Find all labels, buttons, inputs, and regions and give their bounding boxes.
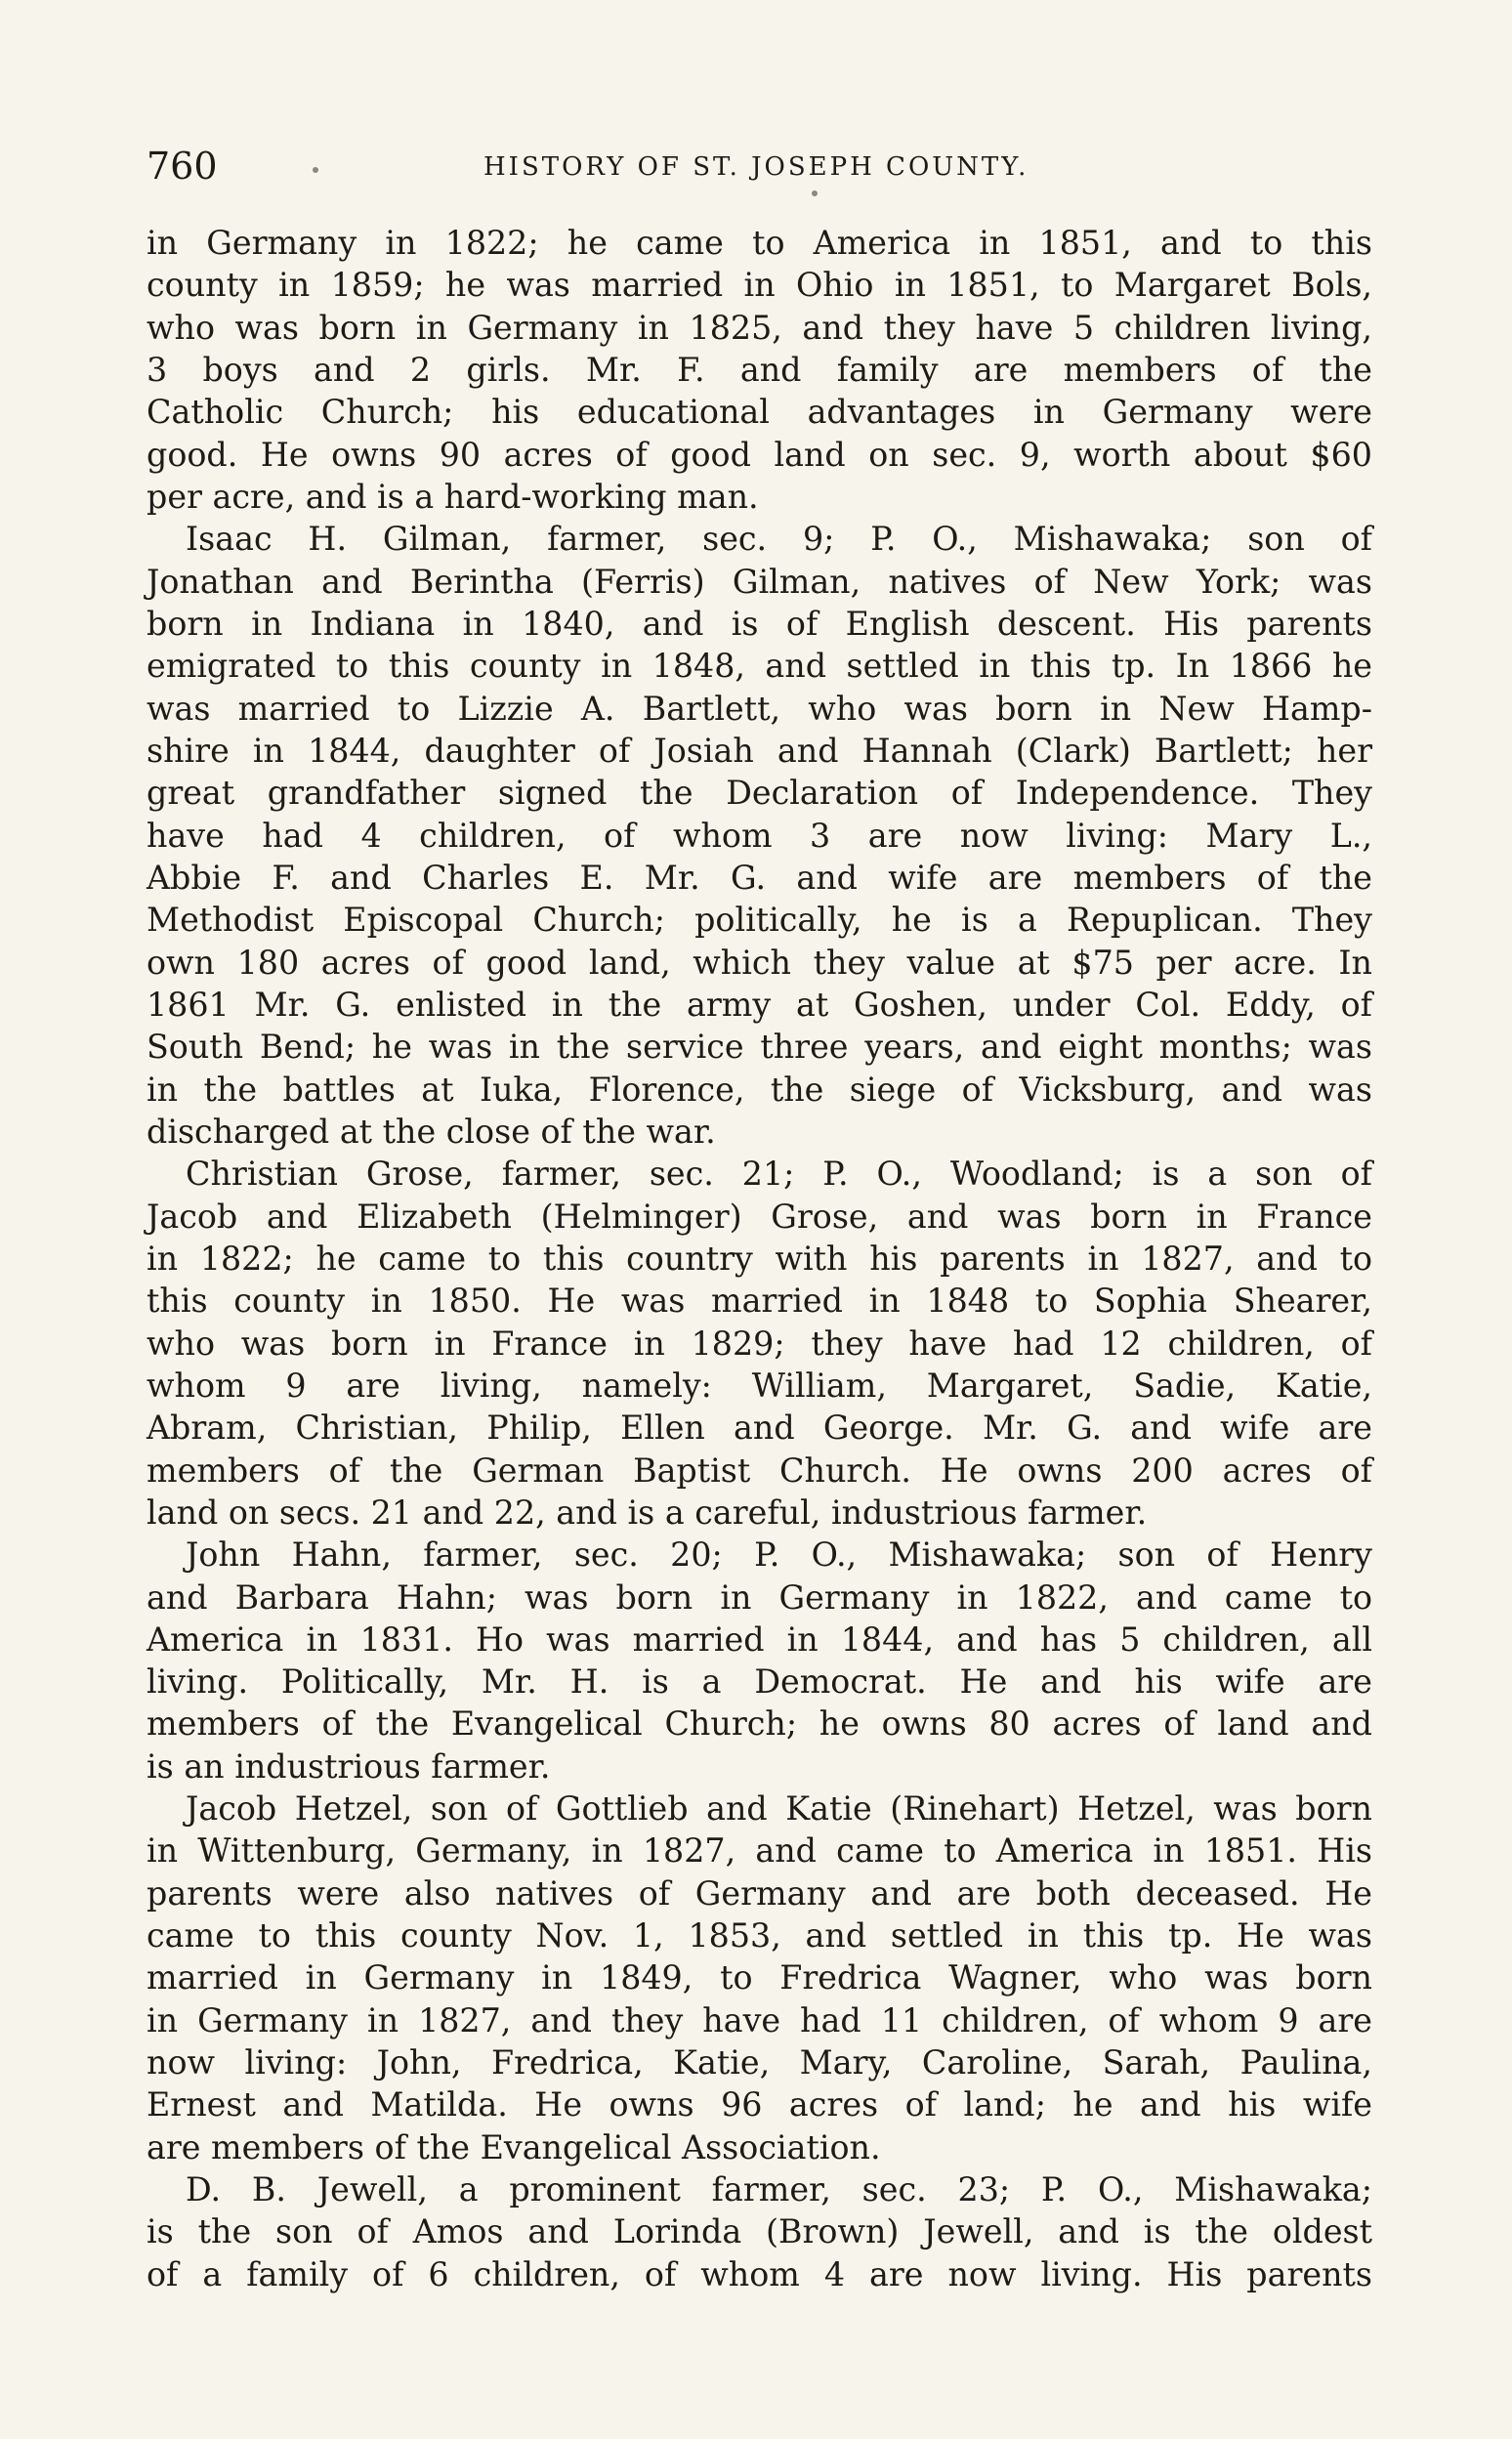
- text-line: who was born in France in 1829; they have had 12 children, of: [147, 1324, 1372, 1363]
- text-line: of a family of 6 children, of whom 4 are now living. His parents: [147, 2254, 1372, 2293]
- text-line: who was born in Germany in 1825, and they have 5 children living,: [147, 308, 1372, 347]
- text-line: America in 1831. Ho was married in 1844, and has 5 children, all: [147, 1619, 1372, 1659]
- text-line: discharged at the close of the war.: [147, 1112, 716, 1151]
- text-line: good. He owns 90 acres of good land on sec. 9, worth about $60: [147, 435, 1372, 474]
- text-line: living. Politically, Mr. H. is a Democrat. He and his wife are: [147, 1662, 1372, 1702]
- print-speck: [313, 167, 318, 173]
- text-line: great grandfather signed the Declaration of Independence. They: [147, 774, 1372, 813]
- text-line: married in Germany in 1849, to Fredrica Wagner, who was born: [147, 1958, 1372, 1997]
- text-line: are members of the Evangelical Association.: [147, 2127, 881, 2166]
- text-line: in the battles at Iuka, Florence, the siege of Vicksburg, and was: [147, 1070, 1372, 1109]
- text-line: this county in 1850. He was married in 1848 to Sophia Shearer,: [147, 1282, 1372, 1321]
- text-line: members of the German Baptist Church. He owns 200 acres of: [147, 1451, 1372, 1490]
- print-speck: [812, 190, 818, 196]
- text-line: Ernest and Matilda. He owns 96 acres of land; he and his wife: [147, 2085, 1372, 2124]
- text-line: per acre, and is a hard-working man.: [147, 477, 759, 516]
- running-head: [147, 142, 1377, 190]
- text-line: emigrated to this county in 1848, and settled in this tp. In 1866 he: [147, 647, 1372, 686]
- text-line: and Barbara Hahn; was born in Germany in 1822, and came to: [147, 1577, 1372, 1617]
- text-line: Isaac H. Gilman, farmer, sec. 9; P. O., Mishawaka; son of: [186, 520, 1372, 559]
- running-title: HISTORY OF ST. JOSEPH COUNTY.: [483, 152, 1029, 182]
- text-line: born in Indiana in 1840, and is of English descent. His parents: [147, 604, 1372, 643]
- text-line: D. B. Jewell, a prominent farmer, sec. 23; P. O., Mishawaka;: [186, 2170, 1372, 2209]
- text-line: shire in 1844, daughter of Josiah and Hannah (Clark) Bartlett; her: [147, 731, 1372, 770]
- text-line: land on secs. 21 and 22, and is a careful, industrious farmer.: [147, 1493, 1148, 1532]
- text-line: Jonathan and Berintha (Ferris) Gilman, natives of New York; was: [147, 562, 1372, 601]
- text-line: was married to Lizzie A. Bartlett, who was born in New Hamp-: [147, 689, 1372, 728]
- text-line: own 180 acres of good land, which they value at $75 per acre. In: [147, 943, 1372, 982]
- text-line: Abram, Christian, Philip, Ellen and George. Mr. G. and wife are: [147, 1409, 1372, 1448]
- text-line: is an industrious farmer.: [147, 1746, 551, 1786]
- text-line: Christian Grose, farmer, sec. 21; P. O., Woodland; is a son of: [186, 1155, 1372, 1194]
- text-line: John Hahn, farmer, sec. 20; P. O., Mishawaka; son of Henry: [186, 1535, 1372, 1575]
- body-text: [147, 222, 1372, 2295]
- text-line: county in 1859; he was married in Ohio in 1851, to Margaret Bols,: [147, 266, 1372, 305]
- text-line: Abbie F. and Charles E. Mr. G. and wife are members of the: [147, 858, 1372, 897]
- text-line: parents were also natives of Germany and are both deceased. He: [147, 1873, 1372, 1913]
- text-line: 1861 Mr. G. enlisted in the army at Goshen, under Col. Eddy, of: [147, 985, 1372, 1024]
- text-line: now living: John, Fredrica, Katie, Mary, Caroline, Sarah, Paulina,: [147, 2043, 1372, 2082]
- text-line: in Germany in 1827, and they have had 11 children, of whom 9 are: [147, 2000, 1372, 2040]
- text-line: Jacob Hetzel, son of Gottlieb and Katie (Rinehart) Hetzel, was born: [186, 1789, 1372, 1829]
- text-line: whom 9 are living, namely: William, Margaret, Sadie, Katie,: [147, 1366, 1372, 1405]
- text-line: Jacob and Elizabeth (Helminger) Grose, and was born in France: [147, 1197, 1372, 1236]
- text-line: members of the Evangelical Church; he owns 80 acres of land and: [147, 1704, 1372, 1744]
- text-line: is the son of Amos and Lorinda (Brown) Jewell, and is the oldest: [147, 2212, 1372, 2251]
- text-line: in Wittenburg, Germany, in 1827, and came to America in 1851. His: [147, 1831, 1372, 1871]
- text-line: Catholic Church; his educational advantages in Germany were: [147, 393, 1372, 432]
- page-number: 760: [147, 145, 218, 188]
- text-line: 3 boys and 2 girls. Mr. F. and family are members of the: [147, 350, 1372, 389]
- text-line: South Bend; he was in the service three years, and eight months; was: [147, 1028, 1372, 1067]
- text-line: have had 4 children, of whom 3 are now living: Mary L.,: [147, 816, 1372, 855]
- text-line: in Germany in 1822; he came to America in 1851, and to this: [147, 224, 1372, 262]
- text-line: in 1822; he came to this country with his parents in 1827, and to: [147, 1239, 1372, 1278]
- text-line: came to this county Nov. 1, 1853, and settled in this tp. He was: [147, 1916, 1372, 1955]
- text-line: Methodist Episcopal Church; politically, he is a Repuplican. They: [147, 901, 1372, 940]
